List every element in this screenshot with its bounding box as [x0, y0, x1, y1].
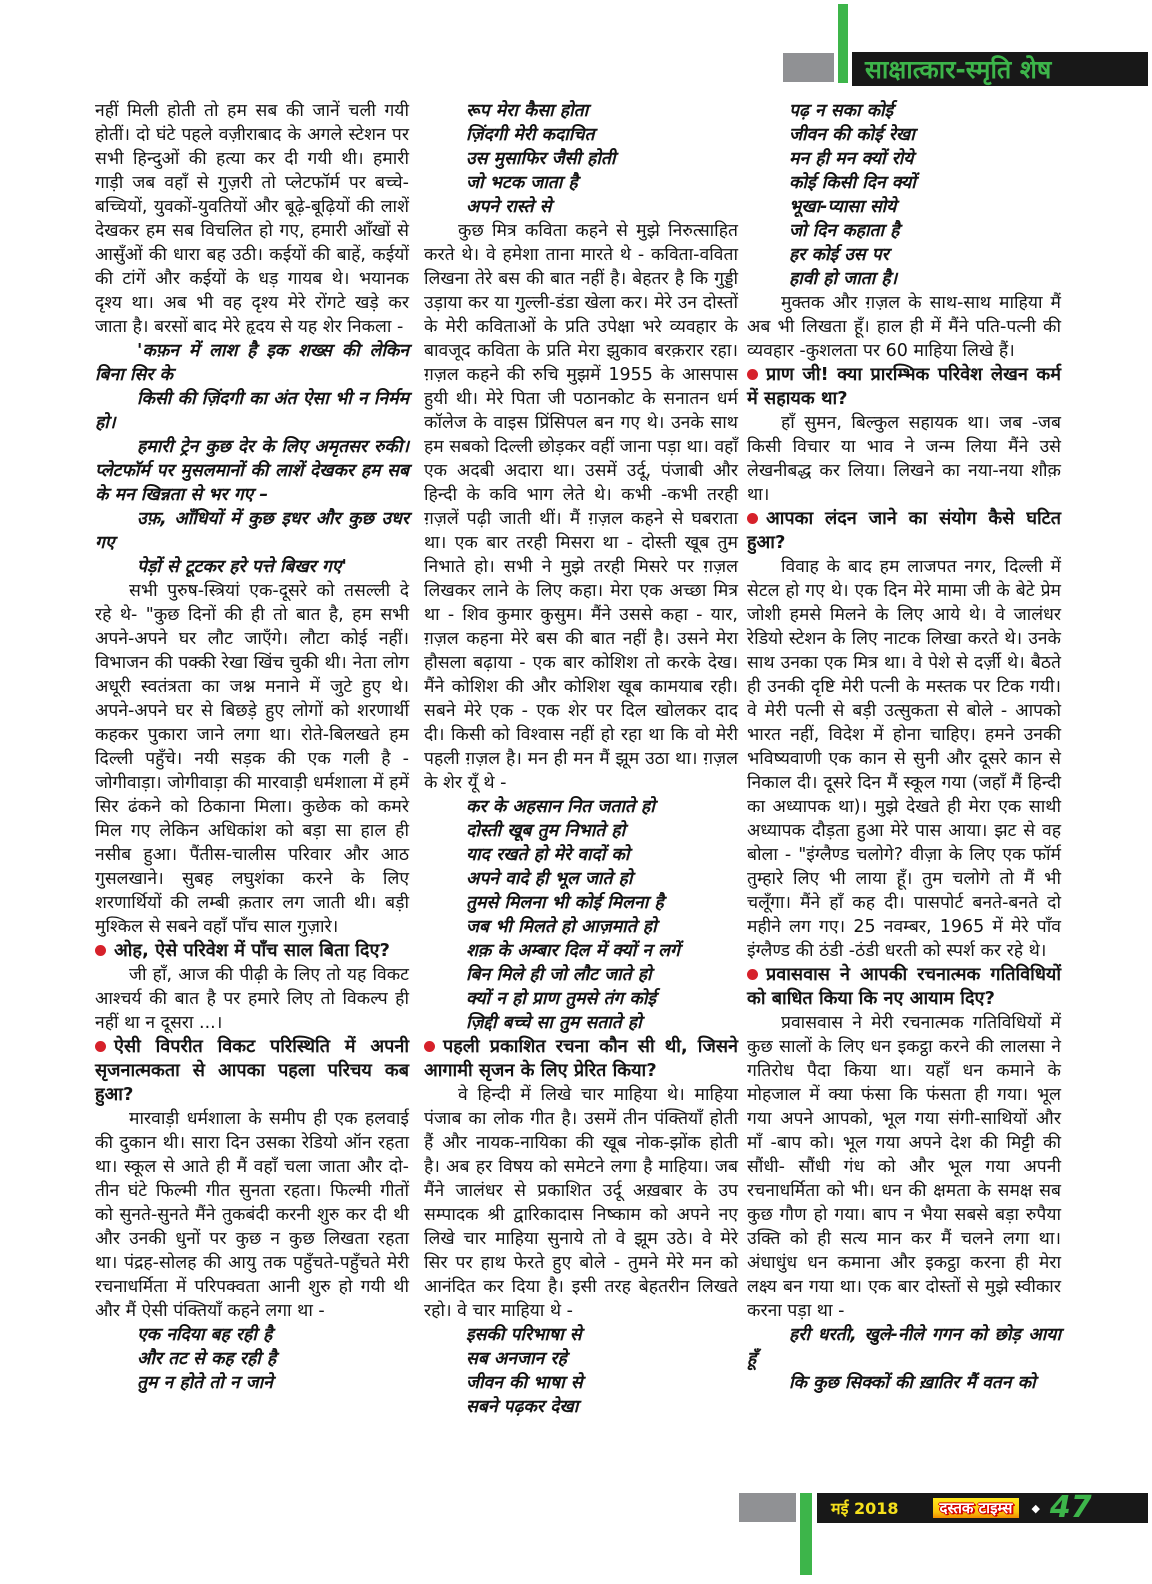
verse-line: तुमसे मिलना भी कोई मिलना है: [466, 893, 664, 913]
verse-line: तुम न होते तो न जाने: [137, 1373, 273, 1393]
footer-bar: [817, 1490, 1148, 1525]
verse-line: पढ़ न सका कोई: [789, 101, 894, 121]
article-column-3: [747, 99, 1061, 1395]
article-column-1: [95, 99, 409, 1395]
verse-line: रूप मेरा कैसा होता: [466, 101, 589, 121]
verse-line: जो दिन कहाता है: [789, 221, 900, 241]
interview-question: [424, 1035, 738, 1083]
verse-line: जीवन की भाषा से: [466, 1373, 583, 1393]
bullet-icon: [95, 945, 106, 956]
interview-question: [747, 363, 1061, 411]
footer-gray-box: [739, 1493, 796, 1522]
paragraph: विवाह के बाद हम लाजपत नगर, दिल्ली में सेटल हो गए थे। एक दिन मेरे मामा जी के बेटे प्रेम जोशी हमसे मिलने के लिए आये थे। वे जालंधर रेडियो स्टेशन के लिए नाटक लिखा करते थे। उनके साथ उनका एक मित्र था। वे पेशे से दर्ज़ी थे। बैठते ही उनकी दृष्टि मेरी पत्नी के मस्तक पर टिक गयी। वे मेरी पत्नी से बड़ी उत्सुकता से बोले - आपको भारत नहीं, विदेश में होना चाहिए। हमने उनकी भविष्यवाणी एक कान से सुनी और दूसरे कान से निकाल दी। दूसरे दिन मैं स्कूल गया (जहाँ मैं हिन्दी का अध्यापक था)। मुझे देखते ही मेरा एक साथी अध्यापक दौड़ता हुआ मेरे पास आया। झट से वह बोला - "इंग्लैण्ड चलोगे? वीज़ा के लिए एक फॉर्म तुम्हारे लिए भी लाया हूँ। तुम चलोगे तो मैं भी चलूँगा। मैंने हाँ कह दी। पासपोर्ट बनते-बनते दो महीने लग गए। 25 नवम्बर, 1965 में मेरे पाँव इंग्लैण्ड की ठंडी -ठंडी धरती को स्पर्श कर रहे थे।: [747, 557, 1061, 961]
interview-question: [747, 963, 1061, 1011]
header-section-bar: [852, 52, 1148, 86]
verse-line: कि कुछ सिक्कों की ख़ातिर मैं वतन को: [789, 1373, 1036, 1393]
interview-question: [95, 939, 409, 963]
verse-line: जब भी मिलते हो आज़माते हो: [466, 917, 657, 937]
verse-line: दोस्ती खूब तुम निभाते हो: [466, 821, 626, 841]
verse-line: मन ही मन क्यों रोये: [789, 149, 914, 169]
paragraph: कुछ मित्र कविता कहने से मुझे निरुत्साहित करते थे। वे हमेशा ताना मारते थे - कविता-वविता लिखना तेरे बस की बात नहीं है। बेहतर है कि गुड्डी उड़ाया कर या गुल्ली-डंडा खेला कर। मेरे उन दोस्तों के मेरी कविताओं के प्रति उपेक्षा भरे व्यवहार के बावजूद कविता के प्रति मेरा झुकाव बरक़रार रहा। ग़ज़ल कहने की रुचि मुझमें 1955 के आसपास हुयी थी। मेरे पिता जी पठानकोट के सनातन धर्म कॉलेज के वाइस प्रिंसिपल बन गए थे। उनके साथ हम सबको दिल्ली छोड़कर वहीं जाना पड़ा था। वहाँ एक अदबी अदारा था। उसमें उर्दू, पंजाबी और हिन्दी के कवि भाग लेते थे। कभी -कभी तरही ग़ज़लें पढ़ी जाती थीं। मैं ग़ज़ल कहने से घबराता था। एक बार तरही मिसरा था - दोस्ती खूब तुम निभाते हो। सभी ने मुझे तरही मिसरे पर ग़ज़ल लिखकर लाने के लिए कहा। मेरा एक अच्छा मित्र था - शिव कुमार कुसुम। मैंने उससे कहा - यार, ग़ज़ल कहना मेरे बस की बात नहीं है। उसने मेरा हौसला बढ़ाया - एक बार कोशिश तो करके देख। मैंने कोशिश की और कोशिश खूब कामयाब रही। सबने मेरे एक - एक शेर पर दिल खोलकर दाद दी। किसी को विश्वास नहीं हो रहा था कि वो मेरी पहली ग़ज़ल है। मन ही मन मैं झूम उठा था। ग़ज़ल के शेर यूँ थे -: [424, 221, 738, 793]
verse-line: ज़िद्दी बच्चे सा तुम सताते हो: [466, 1013, 642, 1033]
verse-line: और तट से कह रही है: [137, 1349, 277, 1369]
verse-line: बिन मिले ही जो लौट जाते हो: [466, 965, 652, 985]
verse-line: 'कफ़न में लाश है इक शख्स की लेकिन बिना सिर के: [95, 341, 409, 385]
verse-line: हमारी ट्रेन कुछ देर के लिए अमृतसर रुकी। प्लेटफॉर्म पर मुसलमानों की लाशें देखकर हम सब के मन खिन्नता से भर गए –: [95, 437, 409, 505]
verse-line: अपने रास्ते से: [466, 197, 552, 217]
paragraph: मुक्तक और ग़ज़ल के साथ-साथ माहिया मैं अब भी लिखता हूँ। हाल ही में मैंने पति-पत्नी की व्यवहार -कुशलता पर 60 माहिया लिखे हैं।: [747, 293, 1061, 361]
verse-line: जीवन की कोई रेखा: [789, 125, 915, 145]
interview-question: [95, 1035, 409, 1107]
verse-line: सब अनजान रहे: [466, 1349, 567, 1369]
paragraph: हाँ सुमन, बिल्कुल सहायक था। जब -जब किसी विचार या भाव ने जन्म लिया मैंने उसे लेखनीबद्ध कर लिया। लिखने का नया-नया शौक़ था।: [747, 413, 1061, 505]
section-title: साक्षात्कार-स्मृति शेष: [865, 55, 1052, 84]
issue-date: मई 2018: [831, 1499, 899, 1518]
verse-line: सबने पढ़कर देखा: [466, 1397, 579, 1417]
verse-line: शक़ के अम्बार दिल में क्यों न लगें: [466, 941, 680, 961]
verse-line: पेड़ों से टूटकर हरे पत्ते बिखर गए': [137, 557, 347, 577]
paragraph: प्रवासवास ने मेरी रचनात्मक गतिविधियों में कुछ सालों के लिए धन इकट्ठा करने की लालसा ने गतिरोध पैदा किया था। यहाँ धन कमाने के मोहजाल में क्या फंसा कि फंसता ही गया। भूल गया अपने आपको, भूल गया संगी-साथियों और माँ -बाप को। भूल गया अपने देश की मिट्टी की सौंधी- सौंधी गंध को और भूल गया अपनी रचनाधर्मिता को भी। धन की क्षमता के समक्ष सब कुछ गौण हो गया। बाप न भैया सबसे बड़ा रुपैया उक्ति को ही सत्य मान कर मैं चलने लगा था। अंधाधुंध धन कमाना और इकट्ठा करना ही मेरा लक्ष्य बन गया था। एक बार दोस्तों से मुझे स्वीकार करना पड़ा था -: [747, 1013, 1061, 1321]
interview-question: [747, 507, 1061, 555]
diamond-icon: ◆: [1031, 1501, 1040, 1515]
bullet-icon: [747, 369, 758, 380]
verse-line: एक नदिया बह रही है: [137, 1325, 273, 1345]
article-column-2: [424, 99, 738, 1419]
paragraph: नहीं मिली होती तो हम सब की जानें चली गयी होतीं। दो घंटे पहले वज़ीराबाद के अगले स्टेशन पर सभी हिन्दुओं की हत्या कर दी गयी थी। हमारी गाड़ी जब वहाँ से गुज़री तो प्लेटफॉर्म पर बच्चे-बच्चियों, युवकों-युवतियों और बूढ़े-बूढ़ियों की लाशें देखकर हम सब विचलित हो गए, हमारी आँखों से आसुँओं की धारा बह उठी। कईयों की बाहें, कईयों की टांगें और कईयों के धड़ गायब थे। भयानक दृश्य था। अब भी वह दृश्य मेरे रोंगटे खड़े कर जाता है। बरसों बाद मेरे हृदय से यह शेर निकला -: [95, 101, 409, 337]
verse-line: हर कोई उस पर: [789, 245, 889, 265]
verse-line: जो भटक जाता है: [466, 173, 578, 193]
paragraph: मारवाड़ी धर्मशाला के समीप ही एक हलवाई की दुकान थी। सारा दिन उसका रेडियो ऑन रहता था। स्कूल से आते ही मैं वहाँ चला जाता और दो-तीन घंटे फिल्मी गीत सुनता रहता। फिल्मी गीतों को सुनते-सुनते मैंने तुकबंदी करनी शुरु कर दी थी और उनकी धुनों पर कुछ न कुछ लिखता रहता था। पंद्रह-सोलह की आयु तक पहुँचते-पहुँचते मेरी रचनाधर्मिता में परिपक्वता आनी शुरु हो गयी थी और मैं ऐसी पंक्तियाँ कहने लगा था -: [95, 1109, 409, 1321]
verse-line: याद रखते हो मेरे वादों को: [466, 845, 630, 865]
bullet-icon: [424, 1041, 435, 1052]
page-number: 47: [1049, 1490, 1092, 1525]
bullet-icon: [95, 1041, 106, 1052]
question-text: ऐसी विपरीत विकट परिस्थिति में अपनी सृजनात्मकता से आपका पहला परिचय कब हुआ?: [95, 1036, 409, 1105]
footer-green-bar: [800, 1493, 812, 1575]
bullet-icon: [747, 969, 758, 980]
verse-line: ज़िंदगी मेरी कदाचित: [466, 125, 595, 145]
question-text: ओह, ऐसे परिवेश में पाँच साल बिता दिए?: [114, 940, 390, 961]
verse-line: कर के अहसान नित जताते हो: [466, 797, 655, 817]
verse-line: भूखा-प्यासा सोये: [789, 197, 897, 217]
verse-line: इसकी परिभाषा से: [466, 1325, 582, 1345]
verse-line: उस मुसाफिर जैसी होती: [466, 149, 616, 169]
verse-line: क्यों न हो प्राण तुमसे तंग कोई: [466, 989, 656, 1009]
magazine-logo: दस्तक टाइम्स: [933, 1498, 1020, 1518]
question-text: आपका लंदन जाने का संयोग कैसे घटित हुआ?: [747, 508, 1061, 553]
paragraph: सभी पुरुष-स्त्रियां एक-दूसरे को तसल्ली दे रहे थे- "कुछ दिनों की ही तो बात है, हम सभी अपने-अपने घर लौट जाएँगे। लौटा कोई नहीं। विभाजन की पक्की रेखा खिंच चुकी थी। नेता लोग अधूरी स्वतंत्रता का जश्न मनाने में जुटे हुए थे। अपने-अपने घर से बिछड़े हुए लोगों को शरणार्थी कहकर पुकारा जाने लगा था। रोते-बिलखते हम दिल्ली पहुँचे। नयी सड़क की एक गली है - जोगीवाड़ा। जोगीवाड़ा की मारवाड़ी धर्मशाला में हमें सिर ढंकने को ठिकाना मिला। कुछेक को कमरे मिल गए लेकिन अधिकांश को बड़ा सा हाल ही नसीब हुआ। पैंतीस-चालीस परिवार और आठ गुसलखाने। सुबह लघुशंका करने के लिए शरणार्थियों की लम्बी क़तार लग जाती थी। बड़ी मुश्किल से सबने वहाँ पाँच साल गुज़ारे।: [95, 581, 409, 937]
paragraph: जी हाँ, आज की पीढ़ी के लिए तो यह विकट आश्चर्य की बात है पर हमारे लिए तो विकल्प ही नहीं था न दूसरा ...।: [95, 965, 409, 1033]
bullet-icon: [747, 513, 758, 524]
verse-line: हरी धरती, खुले-नीले गगन को छोड़ आया हूँ: [747, 1325, 1061, 1369]
paragraph: वे हिन्दी में लिखे चार माहिया थे। माहिया पंजाब का लोक गीत है। उसमें तीन पंक्तियाँ होती हैं और नायक-नायिका की खूब नोक-झोंक होती है। अब हर विषय को समेटने लगा है माहिया। जब मैंने जालंधर से प्रकाशित उर्दू अख़बार के उप सम्पादक श्री द्वारिकादास निष्काम को अपने नए लिखे चार माहिया सुनाये तो वे झूम उठे। वे मेरे सिर पर हाथ फेरते हुए बोले - तुमने मेरे मन को आनंदित कर दिया है। इसी तरह बेहतरीन लिखते रहो। वे चार माहिया थे -: [424, 1085, 738, 1321]
header-gray-box: [783, 53, 834, 82]
question-text: पहली प्रकाशित रचना कौन सी थी, जिसने आगामी सृजन के लिए प्रेरित किया?: [424, 1036, 738, 1081]
header-green-bar: [838, 4, 848, 83]
verse-line: हावी हो जाता है।: [789, 269, 898, 289]
verse-line: किसी की ज़िंदगी का अंत ऐसा भी न निर्मम हो।: [95, 389, 409, 433]
verse-line: अपने वादे ही भूल जाते हो: [466, 869, 633, 889]
verse-line: उफ़, आँधियों में कुछ इधर और कुछ उधर गए: [95, 509, 409, 553]
verse-line: कोई किसी दिन क्यों: [789, 173, 916, 193]
question-text: प्राण जी! क्या प्रारम्भिक परिवेश लेखन कर्म में सहायक था?: [747, 364, 1061, 409]
question-text: प्रवासवास ने आपकी रचनात्मक गतिविधियों को बाधित किया कि नए आयाम दिए?: [747, 964, 1061, 1009]
